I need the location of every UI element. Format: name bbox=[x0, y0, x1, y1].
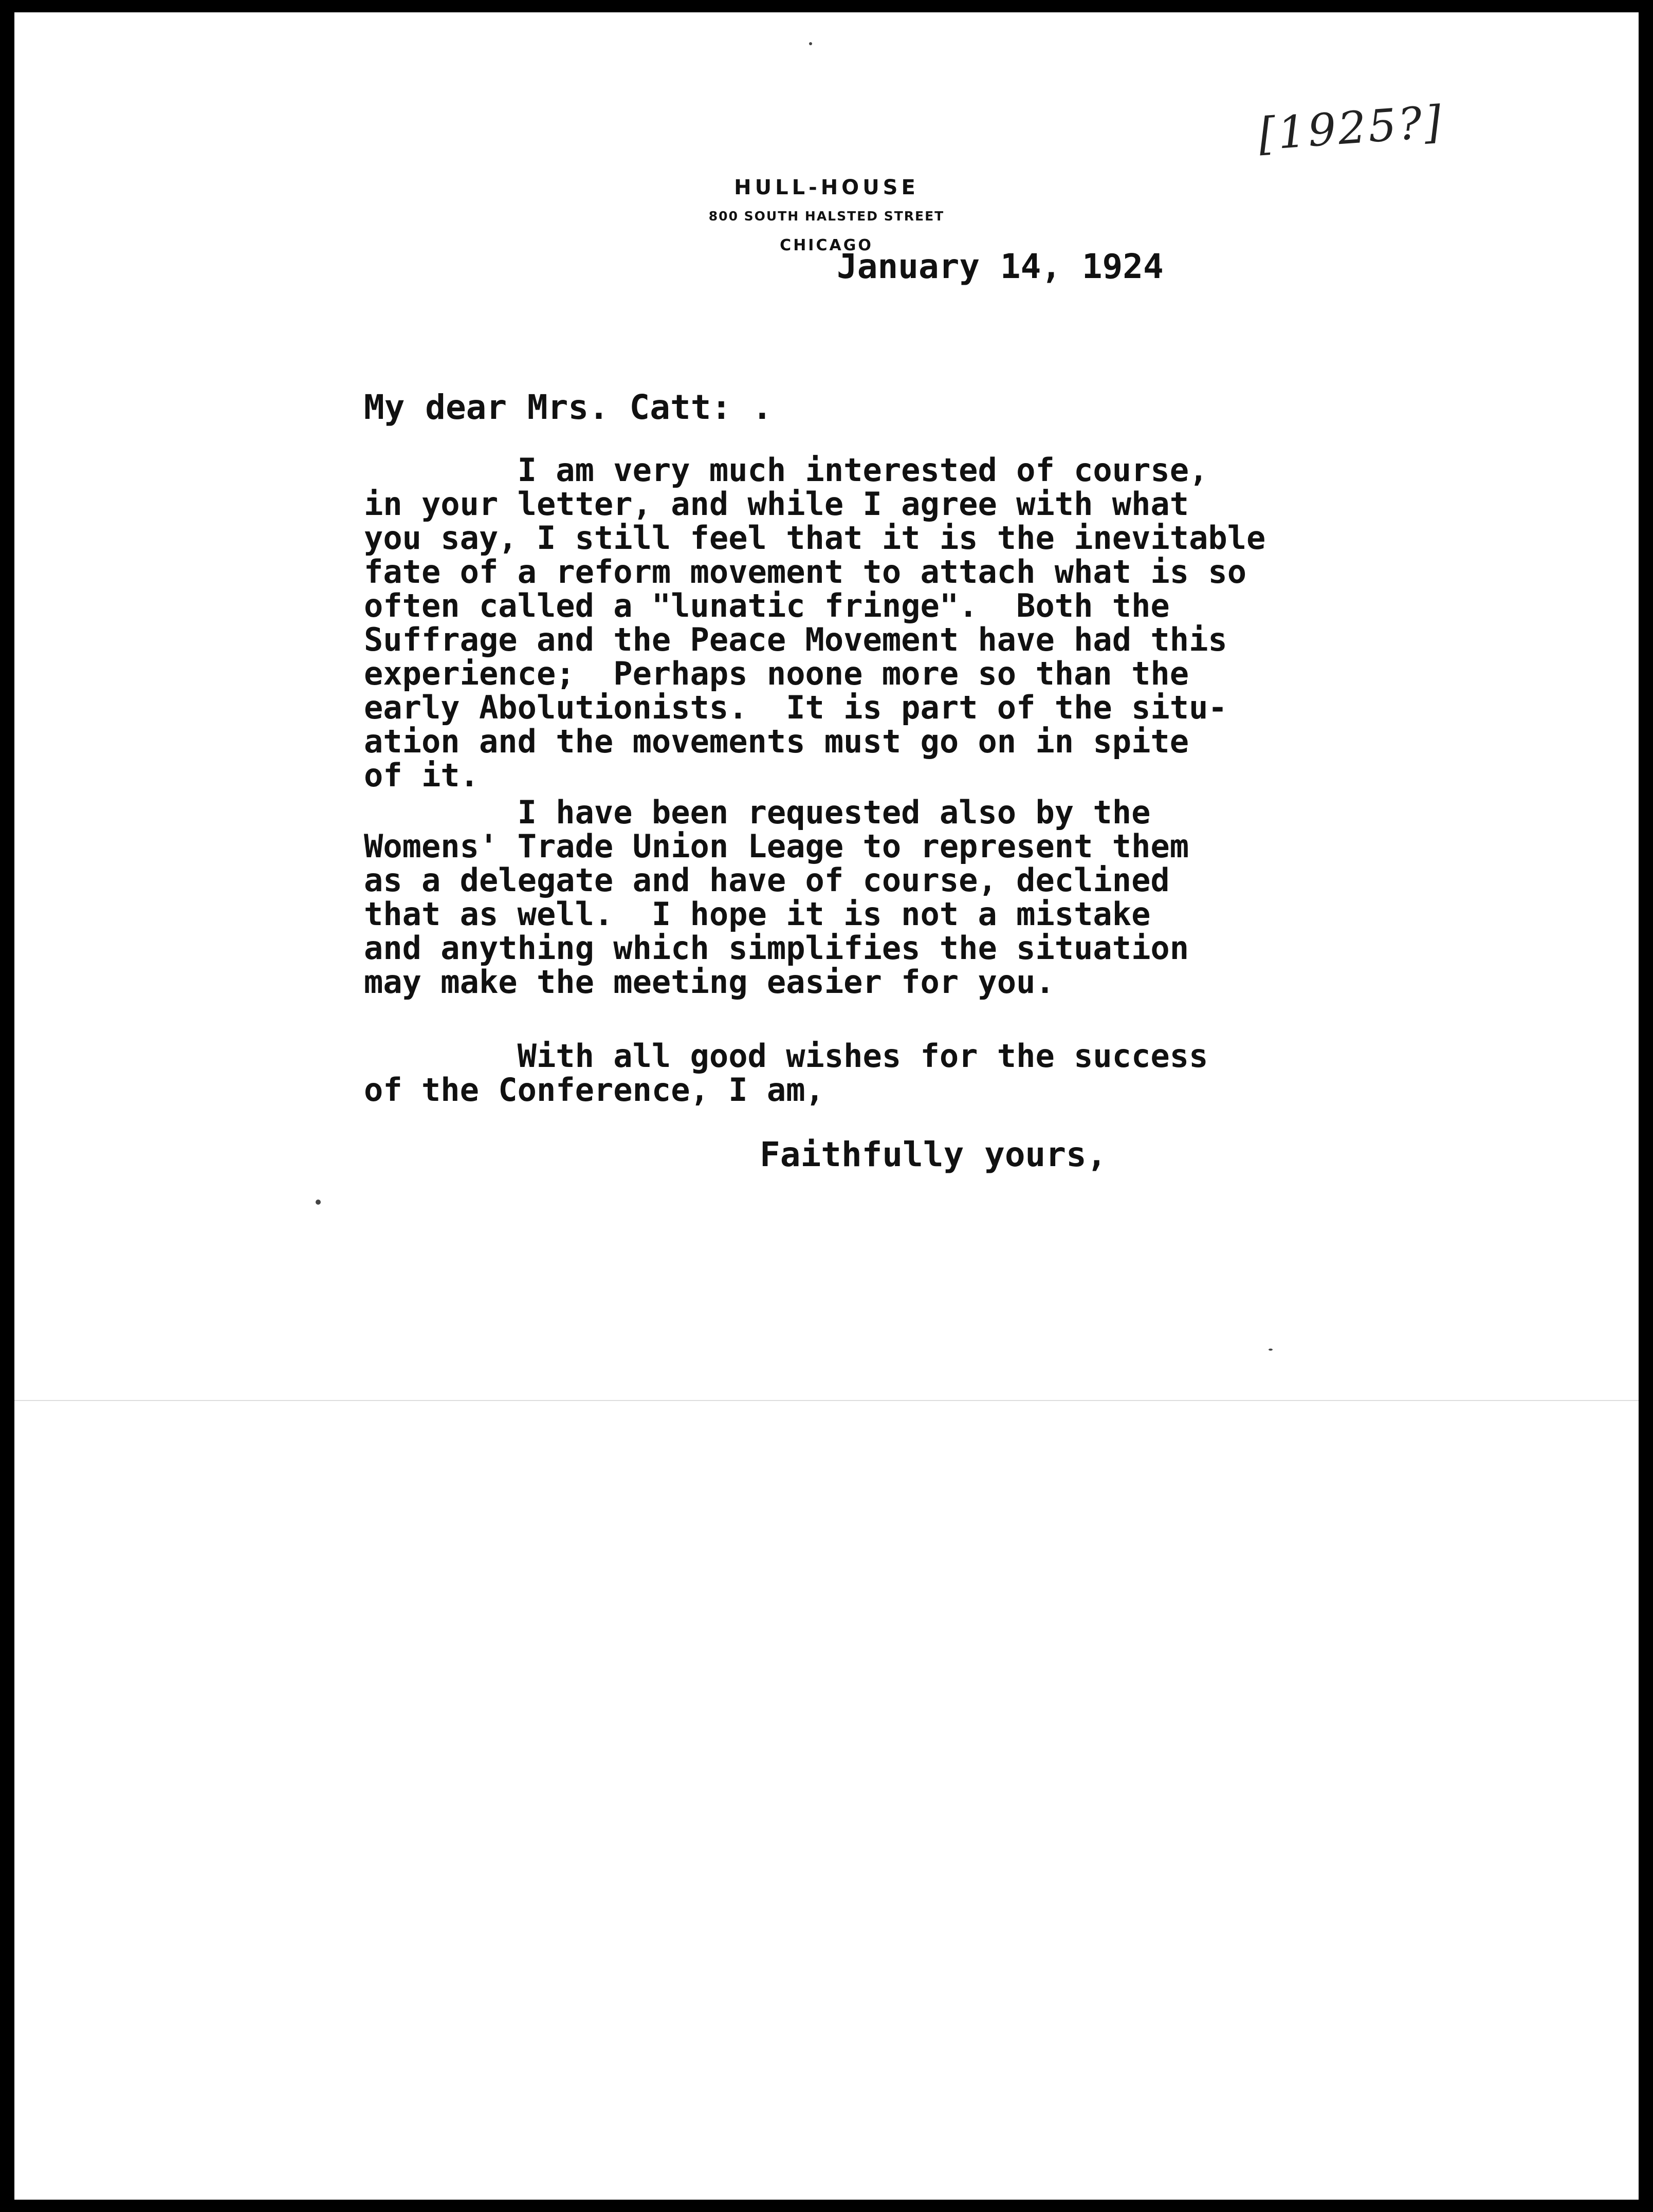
ink-speck bbox=[809, 42, 812, 45]
letterhead-name: HULL-HOUSE bbox=[734, 176, 919, 199]
ink-speck bbox=[316, 1200, 321, 1205]
body-line: Womens' Trade Union Leage to represent them bbox=[364, 827, 1189, 865]
body-line: early Abolutionists. It is part of the situ- bbox=[364, 689, 1227, 726]
letter-date: January 14, 1924 bbox=[837, 247, 1164, 286]
body-line: ation and the movements must go on in spite bbox=[364, 723, 1189, 760]
ink-speck bbox=[1269, 1349, 1273, 1351]
body-line: in your letter, and while I agree with what bbox=[364, 485, 1189, 523]
body-line: of it. bbox=[364, 757, 479, 794]
fold-line bbox=[14, 1400, 1639, 1401]
body-line: often called a "lunatic fringe". Both the bbox=[364, 587, 1170, 624]
body-line: With all good wishes for the success bbox=[364, 1037, 1208, 1075]
body-line: may make the meeting easier for you. bbox=[364, 963, 1055, 1001]
body-line: you say, I still feel that it is the inevitable bbox=[364, 519, 1266, 557]
body-line: that as well. I hope it is not a mistake bbox=[364, 895, 1151, 933]
letter-salutation: My dear Mrs. Catt: . bbox=[364, 388, 773, 427]
letter-page bbox=[14, 12, 1639, 2200]
body-line: I have been requested also by the bbox=[364, 794, 1151, 831]
body-line: and anything which simplifies the situation bbox=[364, 929, 1189, 967]
archive-annotation: [1925?] bbox=[1257, 96, 1445, 161]
letterhead-city: CHICAGO bbox=[780, 236, 873, 254]
body-line: experience; Perhaps noone more so than the bbox=[364, 655, 1189, 692]
body-line: as a delegate and have of course, declined bbox=[364, 861, 1170, 899]
letterhead-street: 800 SOUTH HALSTED STREET bbox=[708, 209, 945, 224]
body-line: Suffrage and the Peace Movement have had this bbox=[364, 621, 1227, 658]
body-line: of the Conference, I am, bbox=[364, 1071, 824, 1109]
body-line: I am very much interested of course, bbox=[364, 451, 1208, 489]
letter-closing: Faithfully yours, bbox=[760, 1135, 1107, 1174]
body-line: fate of a reform movement to attach what is so bbox=[364, 553, 1247, 591]
